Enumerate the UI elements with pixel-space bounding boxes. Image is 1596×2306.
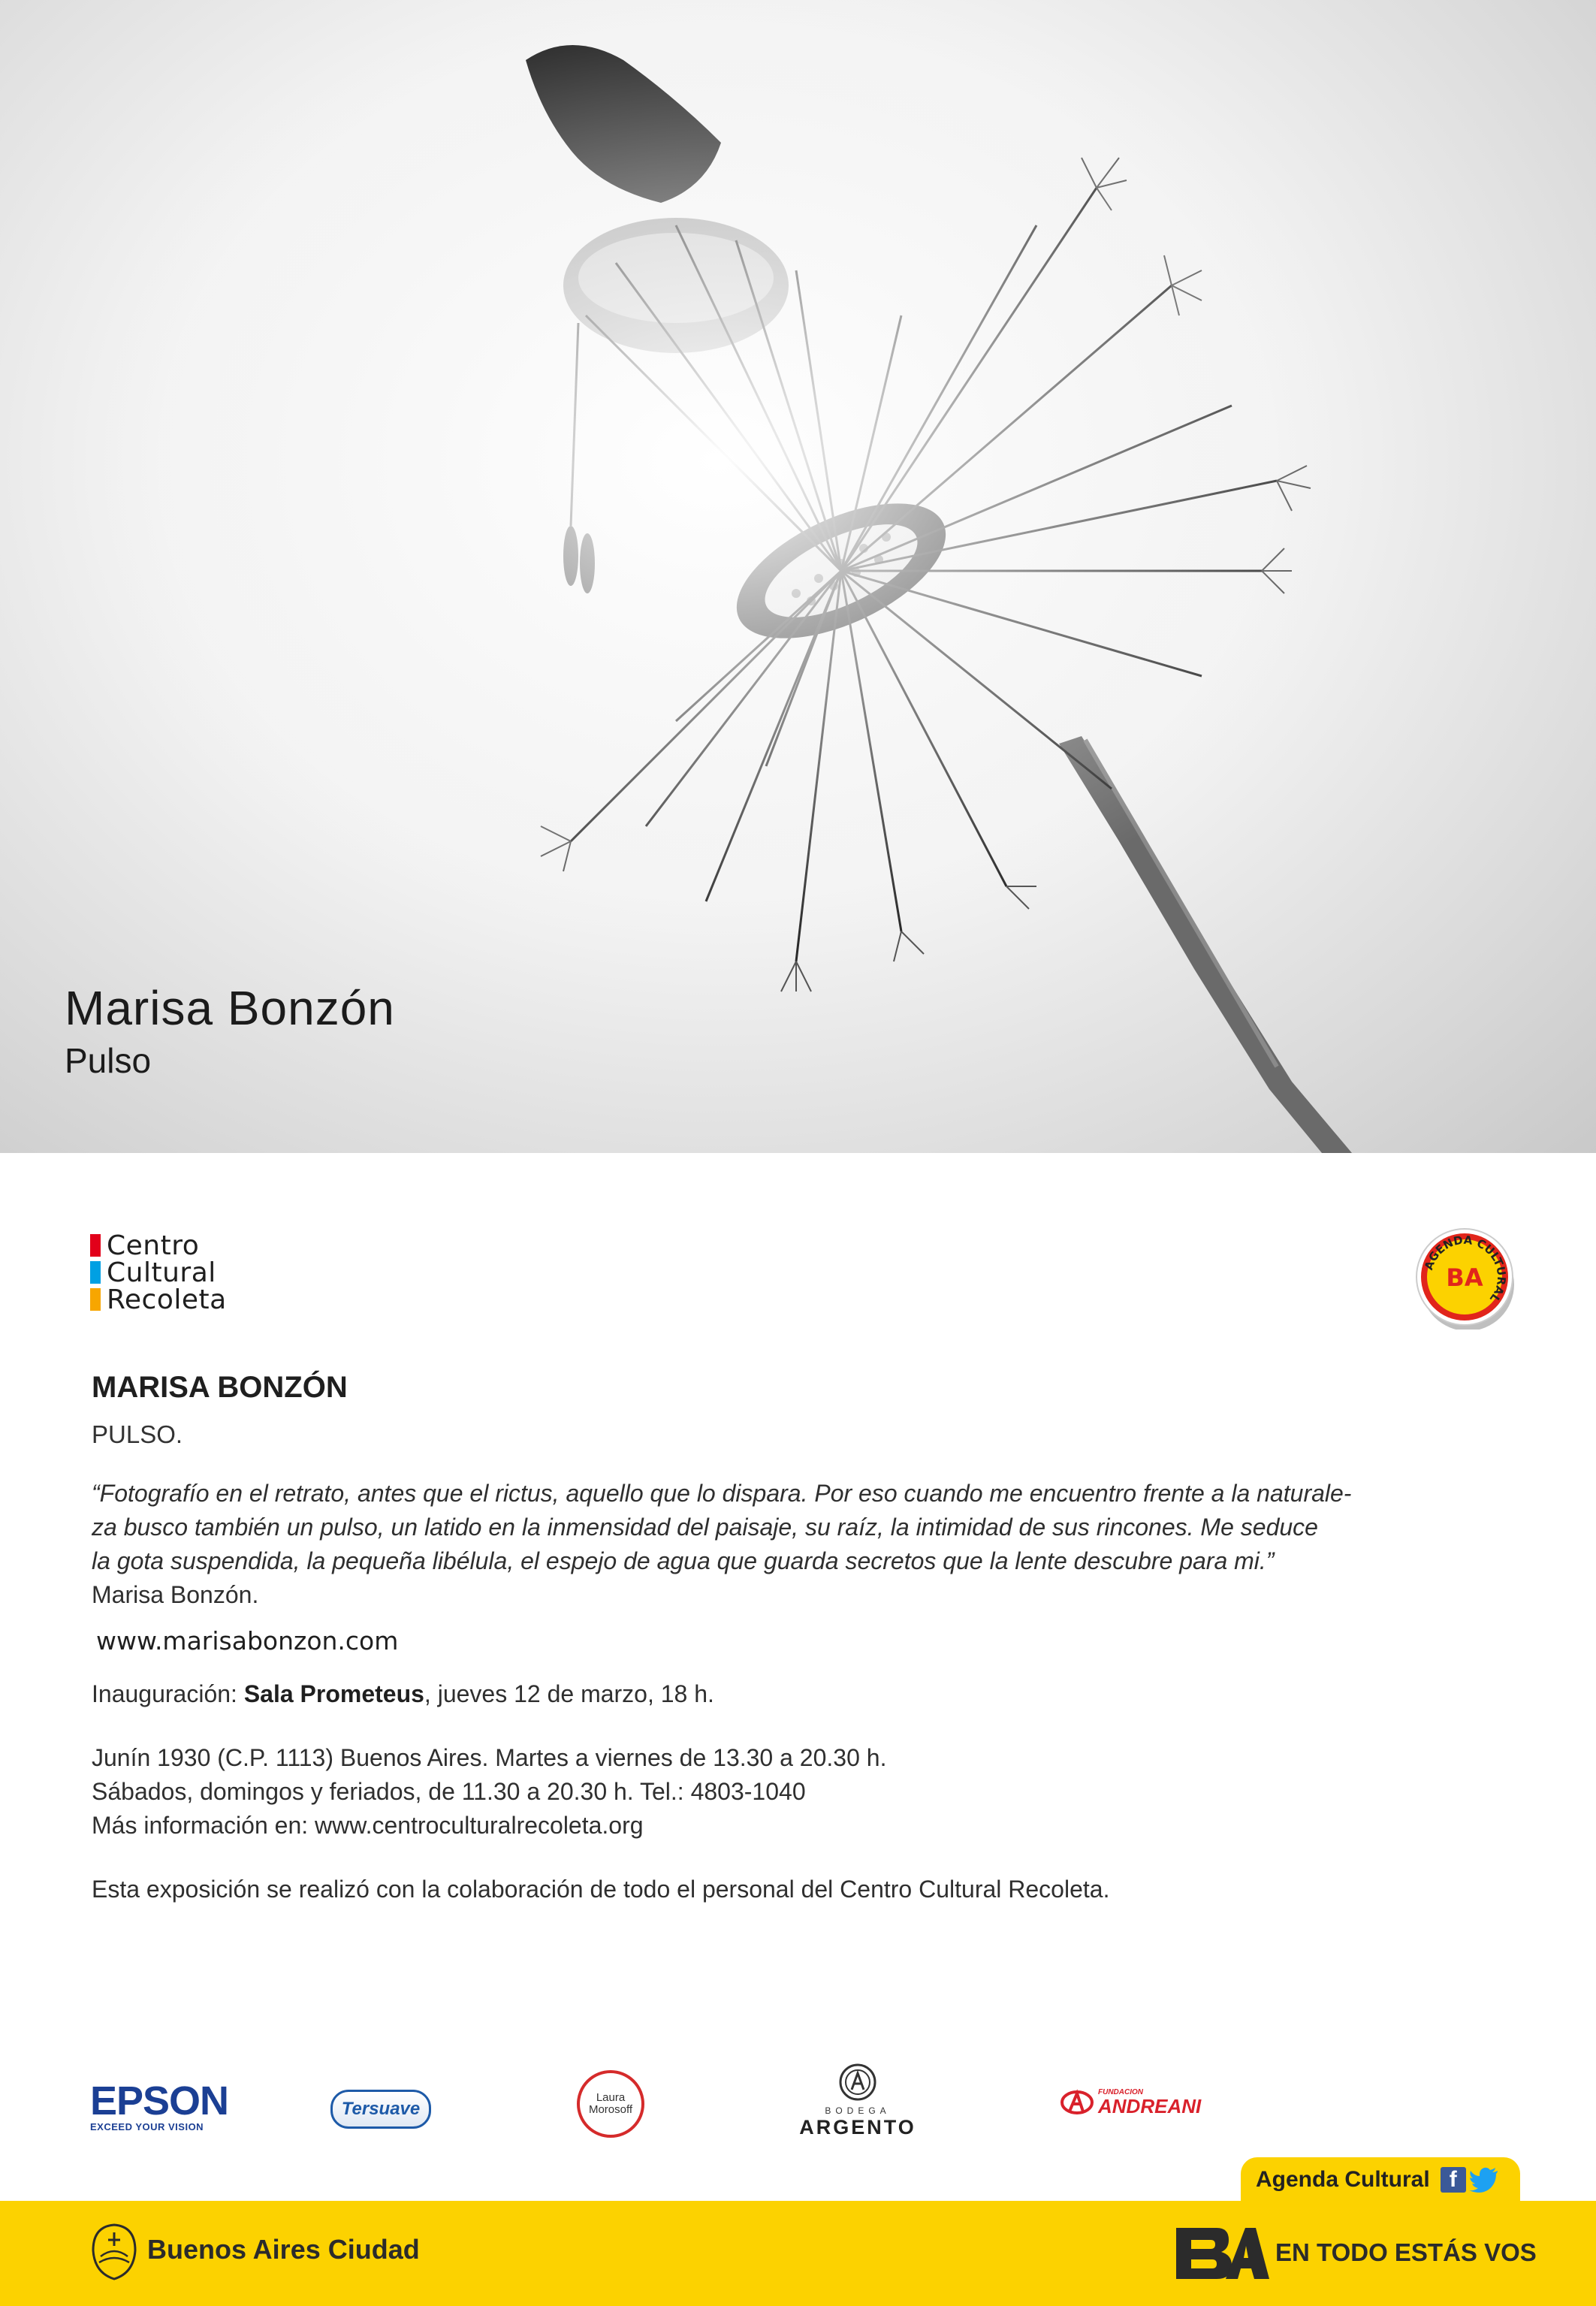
laura-line-2: Morosoff [588, 2103, 633, 2116]
twitter-icon[interactable] [1469, 2167, 1499, 2193]
ccr-word-recoleta: Recoleta [107, 1284, 227, 1315]
badge-ba-text: BA [1446, 1263, 1483, 1292]
epson-logo [90, 2078, 229, 2132]
facebook-icon[interactable]: f [1441, 2167, 1466, 2193]
hero-artist-name: Marisa Bonzón [65, 981, 395, 1035]
argento-top-text: BODEGA [825, 2105, 891, 2116]
laura-line-1: Laura [596, 2091, 626, 2104]
exhibition-info [92, 1367, 1444, 1906]
bodega-argento-logo [798, 2063, 918, 2139]
red-square-icon [90, 1234, 101, 1257]
quote-line: za busco también un pulso, un latido en la inmensidad del paisaje, su raíz, la intimidad de sus rincones. Me seduce [92, 1514, 1318, 1541]
andreani-name: ANDREANI [1098, 2095, 1202, 2117]
address-line: Junín 1930 (C.P. 1113) Buenos Aires. Martes a viernes de 13.30 a 20.30 h. [92, 1744, 887, 1771]
quote-author: Marisa Bonzón. [92, 1581, 259, 1608]
inauguration-label: Inauguración: [92, 1680, 244, 1707]
inauguration-when: , jueves 12 de marzo, 18 h. [424, 1680, 714, 1707]
agenda-cultural-social-tab[interactable] [1241, 2157, 1520, 2202]
tersuave-logo [330, 2090, 431, 2129]
andreani-a-icon [1060, 2089, 1094, 2116]
inauguration-info [92, 1677, 1444, 1711]
more-info-line[interactable]: Más información en: www.centroculturalrecoleta.org [92, 1812, 644, 1839]
buenos-aires-seal-icon [90, 2223, 138, 2280]
address-hours [92, 1741, 1444, 1843]
argento-crest-icon [838, 2063, 877, 2102]
blue-square-icon [90, 1261, 101, 1284]
ba-logo-icon [1173, 2223, 1269, 2283]
fundacion-andreani-logo [1060, 2088, 1201, 2116]
ba-slogan-text: EN TODO ESTÁS VOS [1275, 2238, 1537, 2266]
andreani-top-text: FUNDACION [1098, 2088, 1143, 2096]
orange-square-icon [90, 1288, 101, 1311]
ccr-word-centro: Centro [107, 1230, 200, 1261]
artist-website-link[interactable]: www.marisabonzon.com [96, 1626, 399, 1656]
buenos-aires-ciudad-text: Buenos Aires Ciudad [147, 2234, 420, 2265]
quote-line: “Fotografío en el retrato, antes que el rictus, aquello que lo dispara. Por eso cuando me encuentro frente a la naturale- [92, 1480, 1352, 1507]
agenda-cultural-badge-icon [1412, 1224, 1517, 1330]
ccr-word-cultural: Cultural [107, 1257, 216, 1288]
artist-quote [92, 1477, 1444, 1578]
agenda-cultural-label: Agenda Cultural [1256, 2167, 1430, 2192]
footer-bar [0, 2201, 1596, 2306]
sponsor-logos [0, 2058, 1596, 2156]
address-line: Sábados, domingos y feriados, de 11.30 a 20.30 h. Tel.: 4803-1040 [92, 1778, 806, 1805]
centro-cultural-recoleta-logo [90, 1232, 227, 1313]
collaboration-note: Esta exposición se realizó con la colaboración de todo el personal del Centro Cultural Recoleta. [92, 1876, 1110, 1903]
inauguration-venue: Sala Prometeus [243, 1680, 424, 1707]
epson-name: EPSON [90, 2078, 229, 2123]
tersuave-name: Tersuave [341, 2099, 421, 2119]
laura-morosoff-logo [577, 2070, 644, 2138]
artist-name-heading: MARISA BONZÓN [92, 1371, 348, 1404]
quote-line: la gota suspendida, la pequeña libélula, el espejo de agua que guarda secretos que la lente descubre para mi.” [92, 1547, 1275, 1574]
ccr-logo-line-1 [90, 1232, 227, 1259]
ccr-logo-line-2 [90, 1259, 227, 1286]
epson-tagline: EXCEED YOUR VISION [90, 2121, 204, 2132]
hero-exhibition-title: Pulso [65, 1041, 152, 1080]
argento-name: ARGENTO [799, 2116, 916, 2138]
ccr-logo-line-3 [90, 1286, 227, 1313]
exhibition-subtitle: PULSO. [92, 1420, 183, 1448]
badge-ring-text: AGENDA CULTURAL [1422, 1233, 1509, 1305]
